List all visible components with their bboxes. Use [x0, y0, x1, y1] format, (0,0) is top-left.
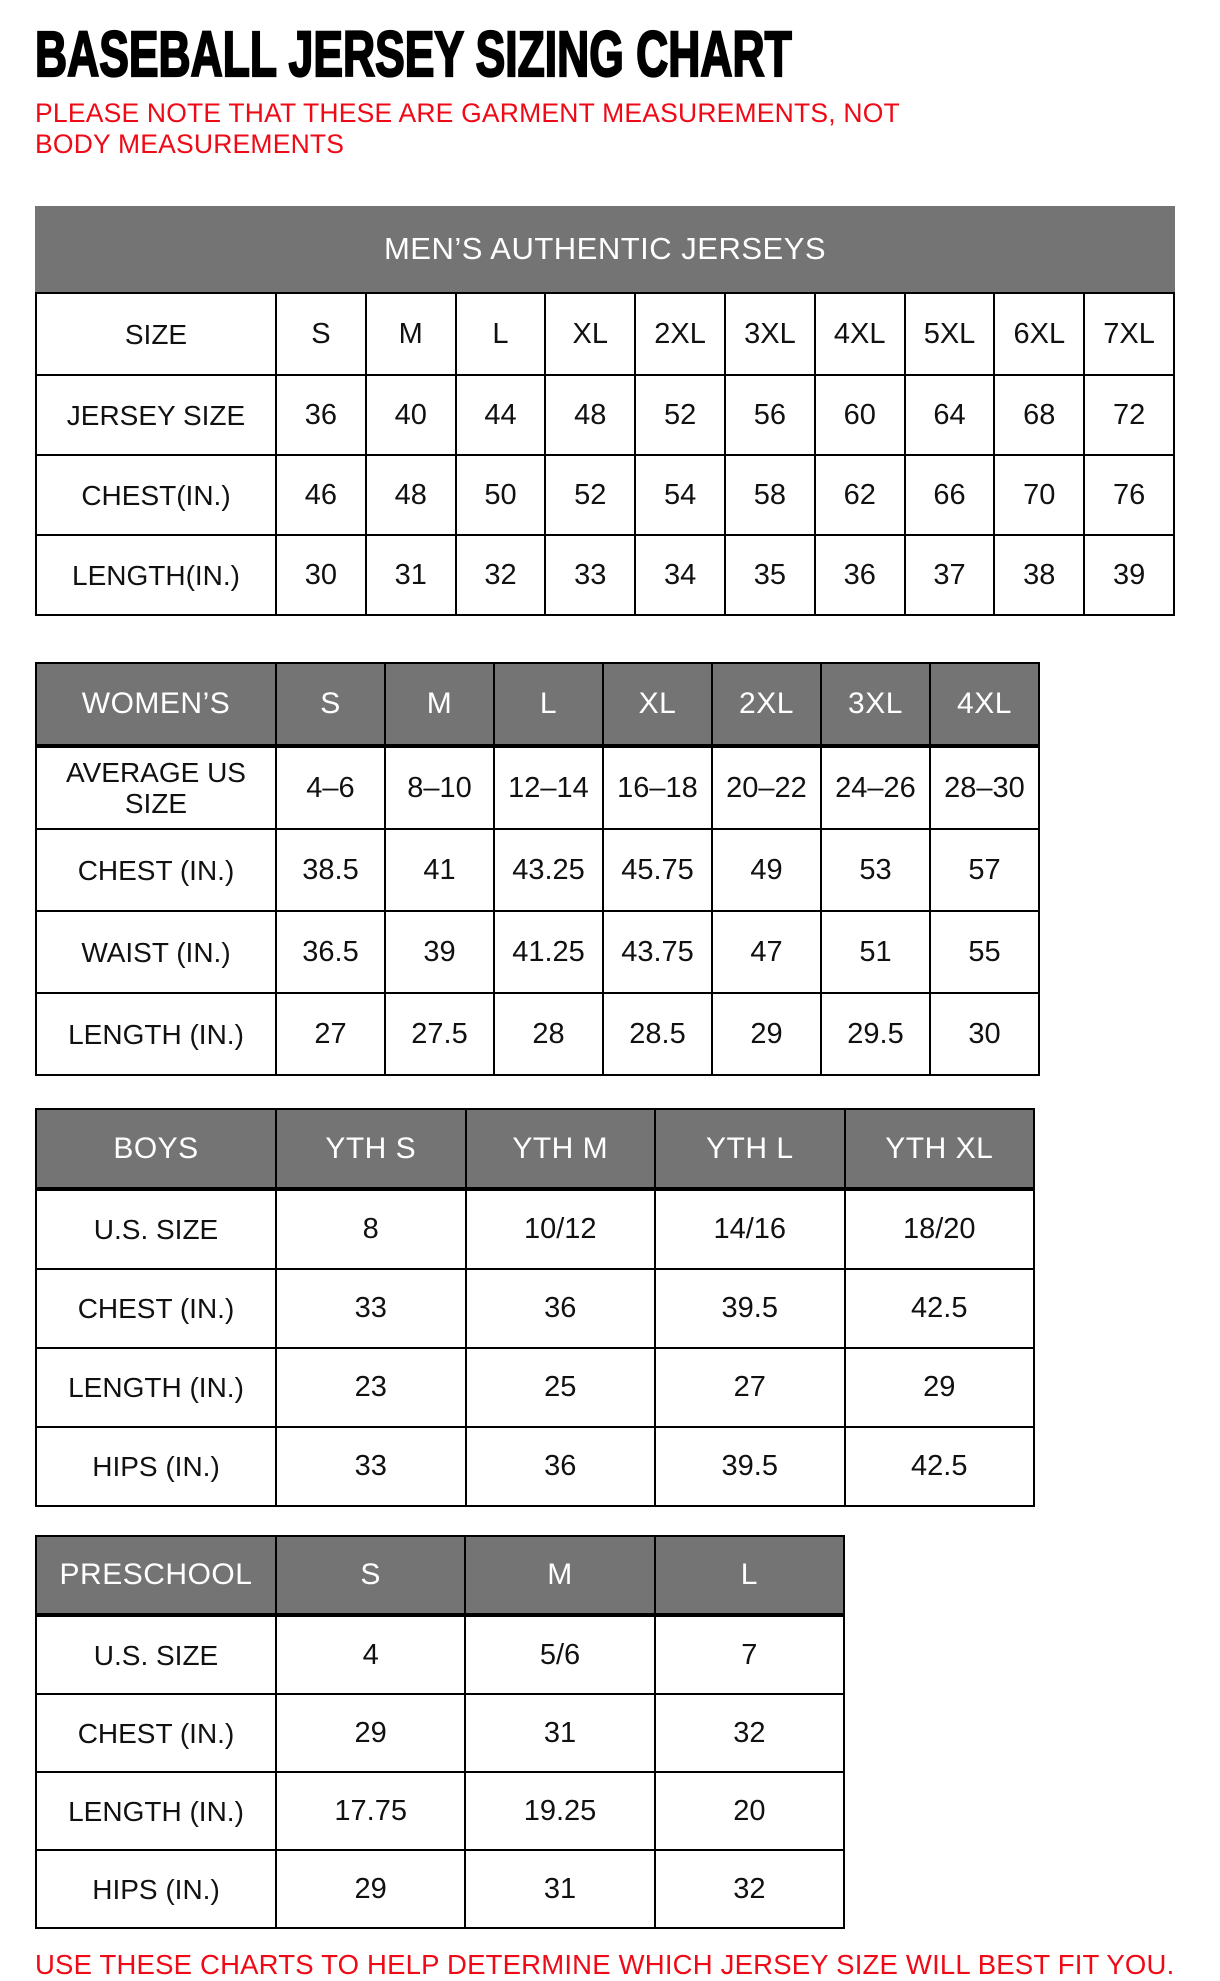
value-cell: 38 [993, 534, 1083, 614]
value-cell: 28–30 [929, 746, 1038, 828]
value-cell: 39 [1083, 534, 1173, 614]
preschool-sizing-table [35, 1535, 1185, 1929]
mens-table-grid [35, 292, 1175, 616]
value-cell: 18/20 [844, 1189, 1034, 1268]
row-label-cell: LENGTH (IN.) [37, 1347, 275, 1426]
value-cell: 49 [711, 828, 820, 910]
value-cell: 10/12 [465, 1189, 655, 1268]
table-header-label-cell: WOMEN’S [37, 664, 275, 746]
value-cell: 31 [365, 534, 455, 614]
value-cell: 70 [993, 454, 1083, 534]
value-cell: 41 [384, 828, 493, 910]
value-cell: 41.25 [493, 910, 602, 992]
value-cell: 51 [820, 910, 929, 992]
value-cell: 30 [929, 992, 1038, 1074]
row-label-cell: AVERAGE US SIZE [37, 746, 275, 828]
value-cell: 8 [275, 1189, 465, 1268]
value-cell: 24–26 [820, 746, 929, 828]
table-header-size-cell: L [654, 1537, 843, 1615]
value-cell: L [455, 294, 545, 374]
value-cell: 23 [275, 1347, 465, 1426]
value-cell: 52 [544, 454, 634, 534]
value-cell: 33 [275, 1426, 465, 1505]
row-label-cell: LENGTH (IN.) [37, 1771, 275, 1849]
value-cell: 3XL [724, 294, 814, 374]
row-label-cell: LENGTH (IN.) [37, 992, 275, 1074]
row-label-cell: HIPS (IN.) [37, 1426, 275, 1505]
value-cell: 34 [634, 534, 724, 614]
table-header-size-cell: YTH XL [844, 1110, 1034, 1189]
value-cell: 5/6 [464, 1615, 653, 1693]
value-cell: 8–10 [384, 746, 493, 828]
value-cell: 29 [844, 1347, 1034, 1426]
table-header-size-cell: L [493, 664, 602, 746]
table-header-size-cell: 3XL [820, 664, 929, 746]
value-cell: 25 [465, 1347, 655, 1426]
value-cell: 28 [493, 992, 602, 1074]
value-cell: 32 [654, 1849, 843, 1927]
value-cell: 36.5 [275, 910, 384, 992]
value-cell: 2XL [634, 294, 724, 374]
value-cell: 28.5 [602, 992, 711, 1074]
value-cell: 50 [455, 454, 545, 534]
value-cell: 36 [465, 1268, 655, 1347]
value-cell: 48 [544, 374, 634, 454]
value-cell: 4XL [814, 294, 904, 374]
value-cell: 48 [365, 454, 455, 534]
value-cell: XL [544, 294, 634, 374]
value-cell: 16–18 [602, 746, 711, 828]
table-header-size-cell: XL [602, 664, 711, 746]
value-cell: 68 [993, 374, 1083, 454]
value-cell: 7 [654, 1615, 843, 1693]
value-cell: 36 [465, 1426, 655, 1505]
value-cell: 42.5 [844, 1268, 1034, 1347]
row-label-cell: SIZE [37, 294, 275, 374]
table-header-size-cell: M [464, 1537, 653, 1615]
footer-advice-text: USE THESE CHARTS TO HELP DETERMINE WHICH JERSEY SIZE WILL BEST FIT YOU. [35, 1949, 1175, 1981]
value-cell: 35 [724, 534, 814, 614]
value-cell: 29 [275, 1693, 464, 1771]
value-cell: 39.5 [654, 1268, 844, 1347]
value-cell: 36 [814, 534, 904, 614]
value-cell: M [365, 294, 455, 374]
value-cell: 43.25 [493, 828, 602, 910]
value-cell: 14/16 [654, 1189, 844, 1268]
value-cell: 29.5 [820, 992, 929, 1074]
garment-measurement-note: PLEASE NOTE THAT THESE ARE GARMENT MEASUREMENTS, NOT BODY MEASUREMENTS [35, 97, 900, 160]
row-label-cell: WAIST (IN.) [37, 910, 275, 992]
value-cell: 6XL [993, 294, 1083, 374]
value-cell: 33 [275, 1268, 465, 1347]
table-header-size-cell: 2XL [711, 664, 820, 746]
value-cell: 62 [814, 454, 904, 534]
value-cell: 5XL [904, 294, 994, 374]
table-header-size-cell: S [275, 1537, 464, 1615]
mens-table-banner: MEN’S AUTHENTIC JERSEYS [35, 206, 1175, 292]
table-header-size-cell: M [384, 664, 493, 746]
boys-sizing-table [35, 1108, 1185, 1507]
value-cell: 42.5 [844, 1426, 1034, 1505]
value-cell: 33 [544, 534, 634, 614]
row-label-cell: LENGTH(IN.) [37, 534, 275, 614]
row-label-cell: CHEST (IN.) [37, 1268, 275, 1347]
womens-table-grid [35, 662, 1040, 1076]
value-cell: 39 [384, 910, 493, 992]
value-cell: 53 [820, 828, 929, 910]
row-label-cell: CHEST (IN.) [37, 828, 275, 910]
row-label-cell: CHEST (IN.) [37, 1693, 275, 1771]
table-header-label-cell: PRESCHOOL [37, 1537, 275, 1615]
value-cell: 4 [275, 1615, 464, 1693]
value-cell: 31 [464, 1849, 653, 1927]
value-cell: 45.75 [602, 828, 711, 910]
value-cell: 17.75 [275, 1771, 464, 1849]
value-cell: 27 [275, 992, 384, 1074]
boys-table-grid [35, 1108, 1035, 1507]
value-cell: 38.5 [275, 828, 384, 910]
value-cell: 72 [1083, 374, 1173, 454]
value-cell: 7XL [1083, 294, 1173, 374]
value-cell: 39.5 [654, 1426, 844, 1505]
row-label-cell: U.S. SIZE [37, 1615, 275, 1693]
value-cell: 29 [711, 992, 820, 1074]
value-cell: 44 [455, 374, 545, 454]
value-cell: 76 [1083, 454, 1173, 534]
mens-sizing-table [35, 206, 1185, 616]
table-header-size-cell: YTH S [275, 1110, 465, 1189]
value-cell: 55 [929, 910, 1038, 992]
value-cell: 46 [275, 454, 365, 534]
value-cell: 20–22 [711, 746, 820, 828]
value-cell: 27 [654, 1347, 844, 1426]
value-cell: 47 [711, 910, 820, 992]
row-label-cell: CHEST(IN.) [37, 454, 275, 534]
value-cell: 37 [904, 534, 994, 614]
row-label-cell: U.S. SIZE [37, 1189, 275, 1268]
value-cell: 60 [814, 374, 904, 454]
womens-sizing-table [35, 662, 1185, 1076]
table-header-label-cell: BOYS [37, 1110, 275, 1189]
value-cell: 56 [724, 374, 814, 454]
value-cell: 66 [904, 454, 994, 534]
value-cell: 32 [654, 1693, 843, 1771]
value-cell: 40 [365, 374, 455, 454]
value-cell: 64 [904, 374, 994, 454]
table-header-size-cell: S [275, 664, 384, 746]
value-cell: 31 [464, 1693, 653, 1771]
value-cell: 43.75 [602, 910, 711, 992]
value-cell: 54 [634, 454, 724, 534]
value-cell: 27.5 [384, 992, 493, 1074]
value-cell: 32 [455, 534, 545, 614]
preschool-table-grid [35, 1535, 845, 1929]
value-cell: 19.25 [464, 1771, 653, 1849]
row-label-cell: HIPS (IN.) [37, 1849, 275, 1927]
value-cell: 36 [275, 374, 365, 454]
page-title: BASEBALL JERSEY SIZING CHART [35, 19, 792, 91]
value-cell: 57 [929, 828, 1038, 910]
table-header-size-cell: YTH M [465, 1110, 655, 1189]
value-cell: 29 [275, 1849, 464, 1927]
value-cell: 30 [275, 534, 365, 614]
sizing-chart-page [35, 19, 1185, 1981]
value-cell: S [275, 294, 365, 374]
value-cell: 20 [654, 1771, 843, 1849]
table-header-size-cell: 4XL [929, 664, 1038, 746]
value-cell: 4–6 [275, 746, 384, 828]
row-label-cell: JERSEY SIZE [37, 374, 275, 454]
table-header-size-cell: YTH L [654, 1110, 844, 1189]
value-cell: 58 [724, 454, 814, 534]
value-cell: 52 [634, 374, 724, 454]
value-cell: 12–14 [493, 746, 602, 828]
